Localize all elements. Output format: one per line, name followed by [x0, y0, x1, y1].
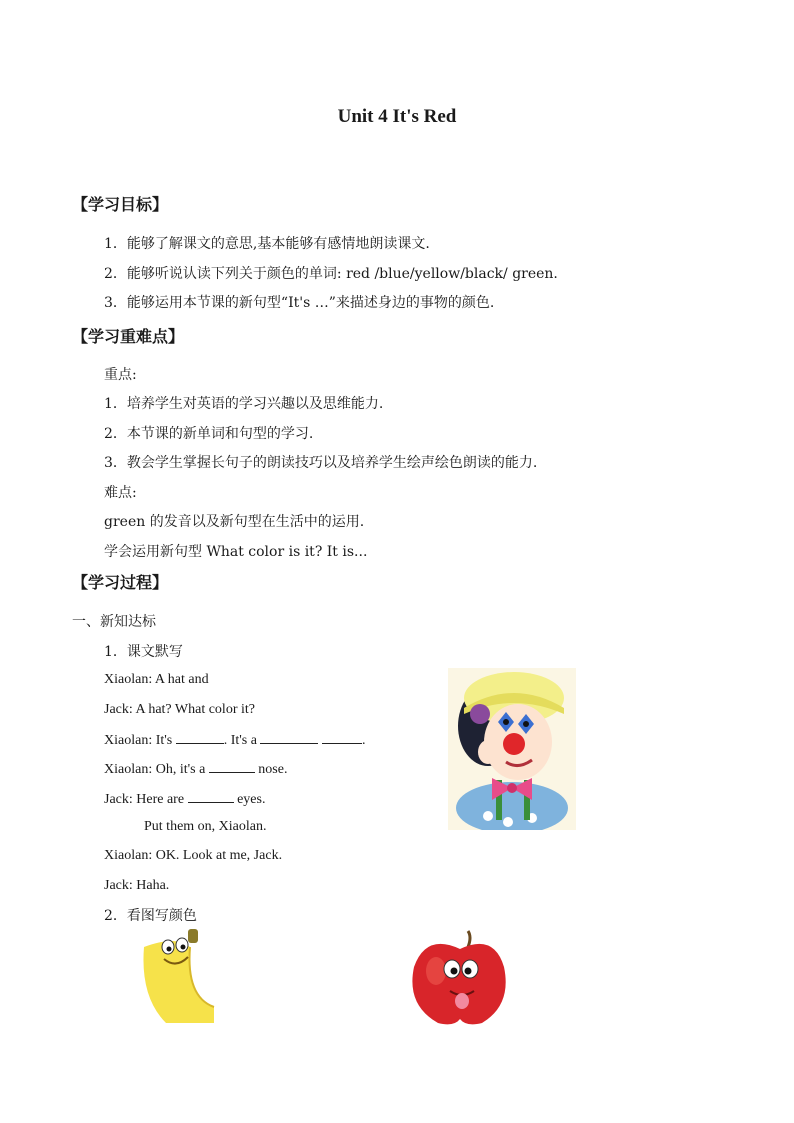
dialogue-line-1: Xiaolan: A hat and	[104, 672, 209, 687]
fill-blank-2[interactable]	[260, 731, 318, 744]
key-item-3: 3．教会学生掌握长句子的朗读技巧以及培养学生绘声绘色朗读的能力.	[104, 455, 538, 471]
dialogue-line-6: Put them on, Xiaolan.	[144, 819, 267, 834]
fill-blank-3[interactable]	[322, 731, 362, 744]
dialogue-line-8: Jack: Haha.	[104, 878, 170, 893]
difficult-label: 难点:	[104, 485, 137, 501]
dialogue-line-3-b: . It's a	[223, 733, 257, 748]
key-item-1: 1．培养学生对英语的学习兴趣以及思维能力.	[104, 396, 384, 412]
goals-heading: 【学习目标】	[72, 195, 169, 214]
key-label: 重点:	[104, 367, 137, 383]
key-points-heading: 【学习重难点】	[72, 327, 185, 346]
dialogue-line-4-a: Xiaolan: Oh, it's a	[104, 762, 206, 777]
key-item-2: 2．本节课的新单词和句型的学习.	[104, 426, 314, 442]
fill-blank-1[interactable]	[176, 731, 224, 744]
clown-illustration	[448, 668, 576, 830]
dialogue-line-4	[104, 760, 287, 778]
document-title: Unit 4 It's Red	[337, 106, 457, 127]
dialogue-line-3-a: Xiaolan: It's	[104, 733, 173, 748]
process-heading: 【学习过程】	[72, 573, 169, 592]
goal-item-3: 3．能够运用本节课的新句型“It's …”来描述身边的事物的颜色.	[104, 295, 495, 311]
sub2-title: 2．看图写颜色	[104, 908, 197, 924]
difficult-item-1: green 的发音以及新句型在生活中的运用.	[104, 514, 365, 530]
part1-title: 一、新知达标	[72, 614, 156, 630]
dialogue-line-7: Xiaolan: OK. Look at me, Jack.	[104, 848, 283, 863]
dialogue-line-3	[104, 731, 365, 749]
dialogue-line-5-b: eyes.	[237, 792, 266, 807]
fill-blank-5[interactable]	[188, 790, 234, 803]
sub1-title: 1．课文默写	[104, 644, 183, 660]
apple-illustration	[406, 927, 512, 1025]
dialogue-line-4-b: nose.	[258, 762, 288, 777]
dialogue-line-3-c: .	[361, 733, 366, 748]
dialogue-line-5-a: Jack: Here are	[104, 792, 185, 807]
dialogue-line-5	[104, 790, 265, 808]
dialogue-line-2: Jack: A hat? What color it?	[104, 702, 255, 717]
goal-item-1: 1．能够了解课文的意思,基本能够有感情地朗读课文.	[104, 236, 430, 252]
difficult-item-2: 学会运用新句型 What color is it? It is...	[104, 544, 368, 560]
fill-blank-4[interactable]	[209, 760, 255, 773]
banana-illustration	[136, 927, 216, 1025]
goal-item-2: 2．能够听说认读下列关于颜色的单词: red /blue/yellow/black/ green.	[104, 266, 558, 282]
